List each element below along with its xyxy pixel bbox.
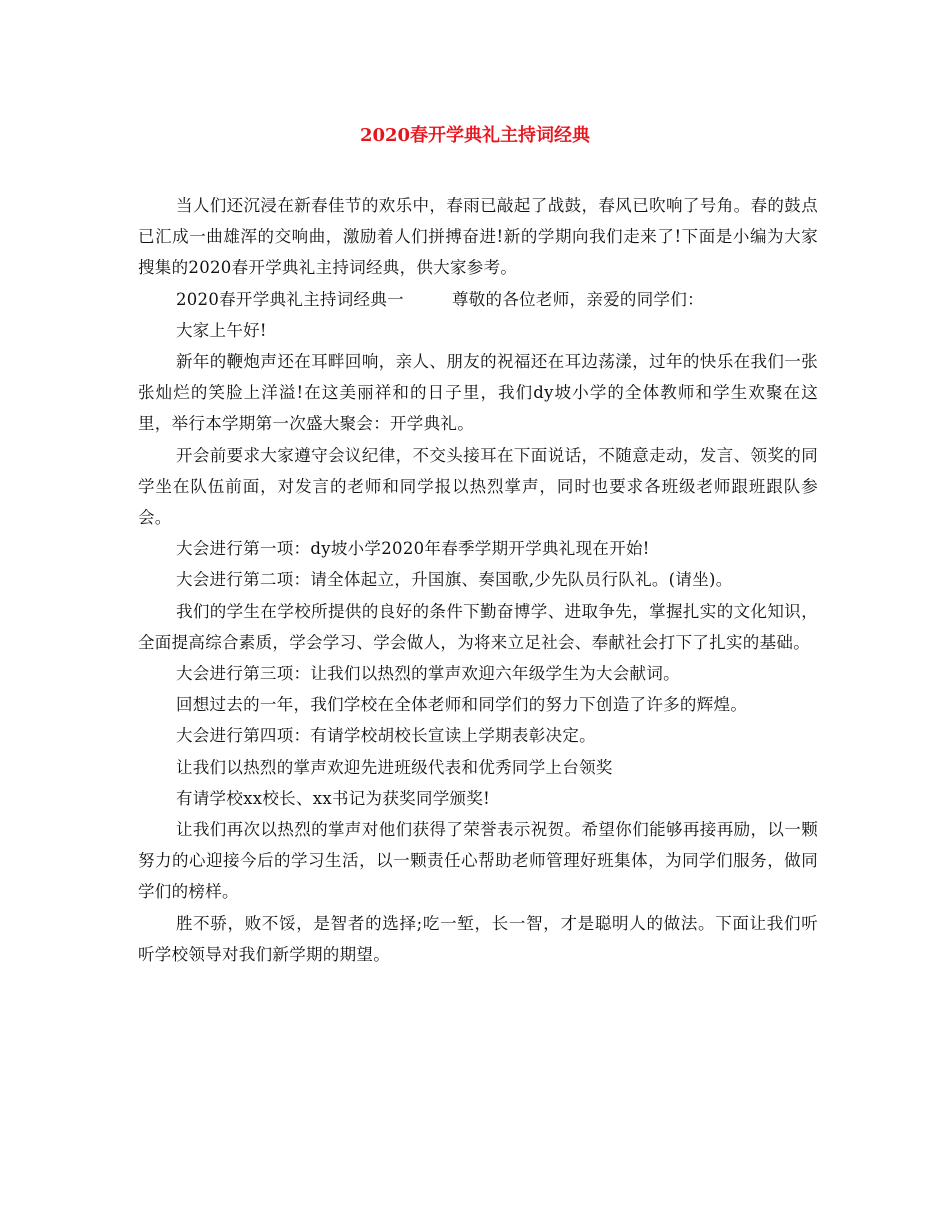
paragraph-awards-welcome: 让我们以热烈的掌声欢迎先进班级代表和优秀同学上台领奖	[175, 757, 613, 777]
paragraph-item-three: 大会进行第三项：让我们以热烈的掌声欢迎六年级学生为大会献词。	[175, 664, 680, 684]
paragraph-item-one: 大会进行第一项：dy坡小学2020年春季学期开学典礼现在开始!	[175, 539, 650, 559]
paragraph-item-two: 大会进行第二项：请全体起立，升国旗、奏国歌,少先队员行队礼。(请坐)。	[175, 570, 733, 590]
paragraph-good-morning: 大家上午好!	[175, 320, 267, 340]
paragraph-new-year: 新年的鞭炮声还在耳畔回响，亲人、朋友的祝福还在耳边荡漾，过年的快乐在我们一张张灿烂的笑脸上洋溢!在这美丽祥和的日子里，我们dy坡小学的全体教师和学生欢聚在这里，举行本学期第一次盛大聚会：开学典礼。	[138, 352, 818, 434]
paragraph-item-four: 大会进行第四项：有请学校胡校长宣读上学期表彰决定。	[175, 726, 596, 746]
section-subheading: 2020春开学典礼主持词经典一	[175, 289, 404, 309]
greeting: 尊敬的各位老师，亲爱的同学们：	[451, 289, 704, 309]
document-title: 2020春开学典礼主持词经典	[359, 125, 591, 146]
paragraph-students: 我们的学生在学校所提供的良好的条件下勤奋博学、进取争先，掌握扎实的文化知识，全面提高综合素质，学会学习、学会做人，为将来立足社会、奉献社会打下了扎实的基础。	[138, 601, 818, 652]
paragraph-intro: 当人们还沉浸在新春佳节的欢乐中，春雨已敲起了战鼓，春风已吹响了号角。春的鼓点已汇成一曲雄浑的交响曲，激励着人们拼搏奋进!新的学期向我们走来了!下面是小编为大家搜集的2020春开学典礼主持词经典，供大家参考。	[138, 196, 818, 278]
section-heading-line	[138, 284, 818, 315]
paragraph-closing: 胜不骄，败不馁，是智者的选择;吃一堑，长一智，才是聪明人的做法。下面让我们听听学校领导对我们新学期的期望。	[138, 913, 818, 964]
document-body	[138, 190, 818, 970]
paragraph-meeting-rules: 开会前要求大家遵守会议纪律，不交头接耳在下面说话，不随意走动，发言、领奖的同学坐在队伍前面，对发言的老师和同学报以热烈掌声，同时也要求各班级老师跟班跟队参会。	[138, 445, 818, 528]
paragraph-congratulations: 让我们再次以热烈的掌声对他们获得了荣誉表示祝贺。希望你们能够再接再励，以一颗努力的心迎接今后的学习生活，以一颗责任心帮助老师管理好班集体，为同学们服务，做同学们的榜样。	[138, 820, 818, 902]
paragraph-look-back: 回想过去的一年，我们学校在全体老师和同学们的努力下创造了许多的辉煌。	[175, 695, 748, 715]
paragraph-awards-present: 有请学校xx校长、xx书记为获奖同学颁奖!	[175, 788, 491, 808]
